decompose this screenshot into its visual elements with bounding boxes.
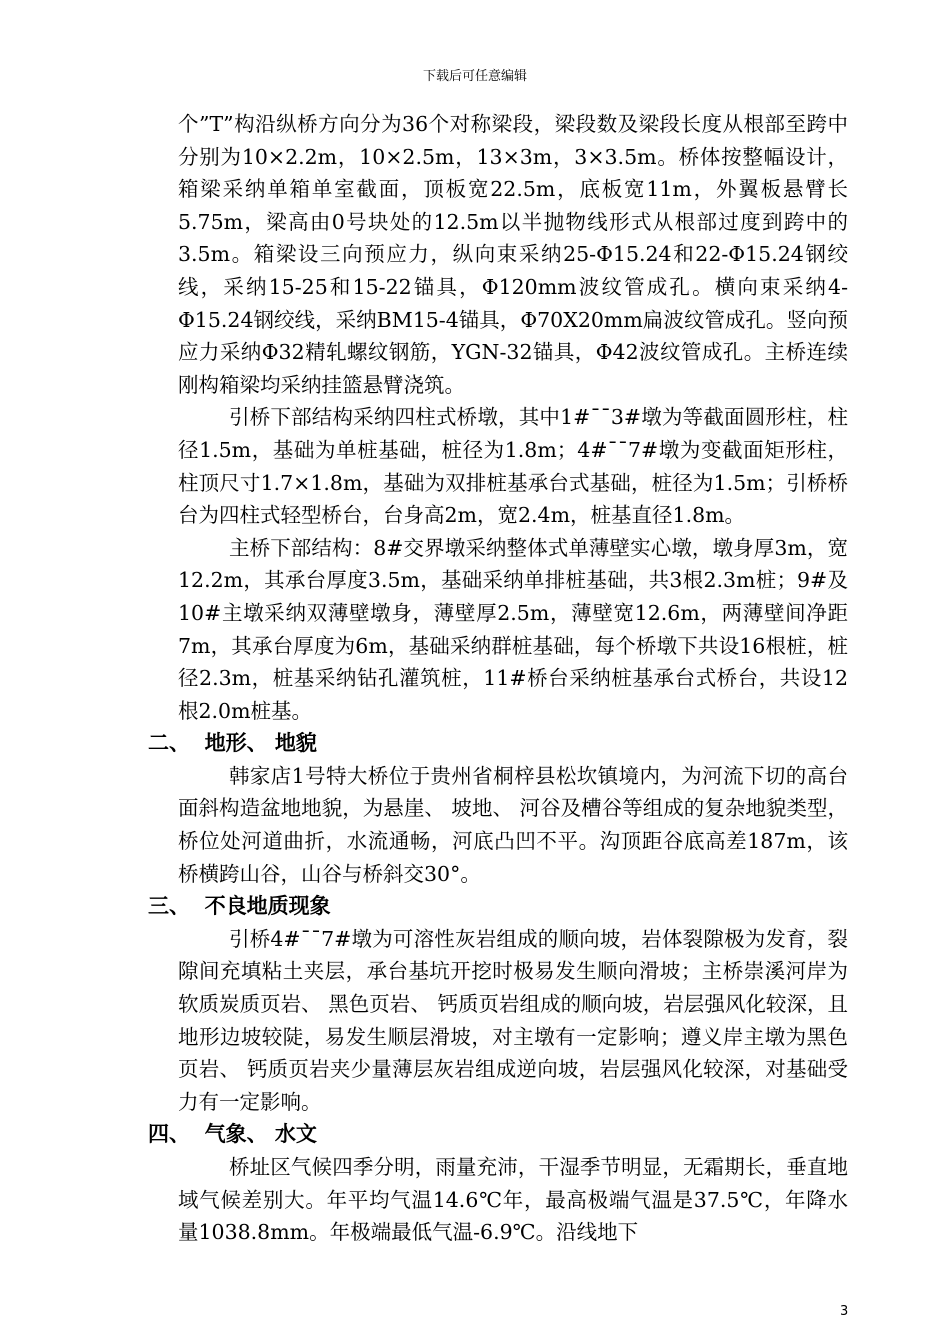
paragraph-geology: 引桥4#¯¯7#墩为可溶性灰岩组成的顺向坡，岩体裂隙极为发育，裂隙间充填粘土夹层，承台基坑开挖时极易发生顺向滑坡；主桥崇溪河岸为软质炭质页岩、 黑色页岩、 钙质页岩组成的顺向坡，岩层强风化较深，且地形边坡较陡，易发生顺层滑坡，对主墩有一定影响；遵义岸主墩为黑色页岩、 钙质页岩夹少量薄层灰岩组成逆向坡，岩层强风化较深，对基础受力有一定影响。: [178, 926, 848, 1114]
section-heading-terrain: 二、 地形、 地貌: [148, 731, 317, 756]
page-header: 下载后可任意编辑: [422, 69, 527, 84]
paragraph-climate: 桥址区气候四季分明，雨量充沛，干湿季节明显，无霜期长，垂直地域气候差别大。年平均气温14.6℃年，最高极端气温是37.5℃，年降水量1038.8mm。年极端最低气温-6.9℃。沿线地下: [178, 1155, 848, 1245]
paragraph-box-girder: 个”T”构沿纵桥方向分为36个对称梁段，梁段数及梁段长度从根部至跨中分别为10×2.2m，10×2.5m，13×3m，3×3.5m。桥体按整幅设计，箱梁采纳单箱单室截面，顶板宽22.5m，底板宽11m，外翼板悬臂长5.75m，梁高由0号块处的12.5m以半抛物线形式从根部过度到跨中的3.5m。箱梁设三向预应力，纵向束采纳25-Φ15.24和22-Φ15.24钢绞线，采纳15-25和15-22锚具，Φ120mm波纹管成孔。横向束采纳4-Φ15.24钢绞线，采纳BM15-4锚具，Φ70X20mm扁波纹管成孔。竖向预应力采纳Φ32精轧螺纹钢筋，YGN-32锚具，Φ42波纹管成孔。主桥连续刚构箱梁均采纳挂篮悬臂浇筑。: [178, 112, 848, 397]
section-heading-climate: 四、 气象、 水文: [148, 1122, 317, 1147]
paragraph-terrain: 韩家店1号特大桥位于贵州省桐梓县松坎镇境内，为河流下切的高台面斜构造盆地地貌，为悬崖、 坡地、 河谷及槽谷等组成的复杂地貌类型，桥位处河道曲折，水流通畅，河底凸凹不平。沟顶距谷底高差187m，该桥横跨山谷，山谷与桥斜交30°。: [178, 763, 848, 886]
page-number: 3: [840, 1304, 849, 1319]
paragraph-approach-substructure: 引桥下部结构采纳四柱式桥墩，其中1#¯¯3#墩为等截面圆形柱，柱径1.5m，基础为单桩基础，桩径为1.8m；4#¯¯7#墩为变截面矩形柱，柱顶尺寸1.7×1.8m，基础为双排桩基承台式基础，桩径为1.5m；引桥桥台为四柱式轻型桥台，台身高2m，宽2.4m，桩基直径1.8m。: [178, 405, 848, 528]
document-body: [148, 108, 848, 1249]
paragraph-main-substructure: 主桥下部结构：8#交界墩采纳整体式单薄壁实心墩，墩身厚3m，宽12.2m，其承台厚度3.5m，基础采纳单排桩基础，共3根2.3m桩；9#及10#主墩采纳双薄壁墩身，薄壁厚2.5m，薄壁宽12.6m，两薄壁间净距7m，其承台厚度为6m，基础采纳群桩基础，每个桥墩下共设16根桩，桩径2.3m，桩基采纳钻孔灌筑桩，11#桥台采纳桩基承台式桥台，共设12根2.0m桩基。: [178, 535, 848, 723]
section-heading-geology: 三、 不良地质现象: [148, 894, 331, 919]
